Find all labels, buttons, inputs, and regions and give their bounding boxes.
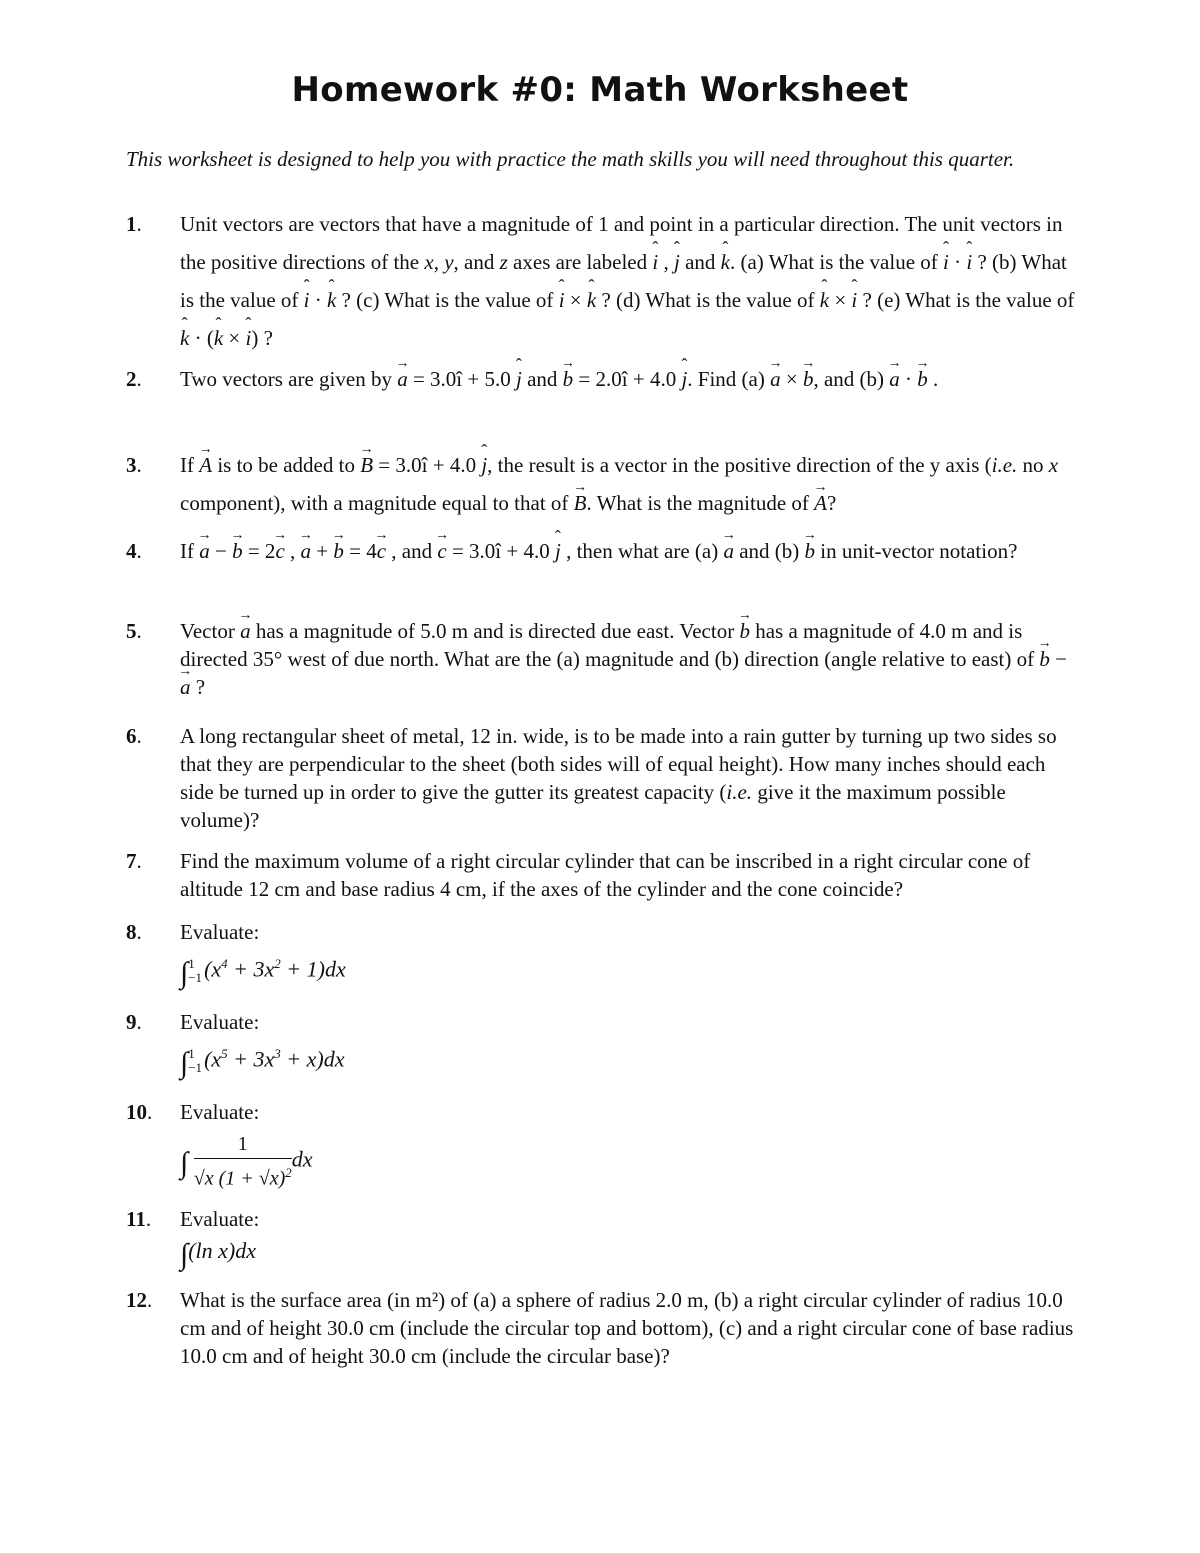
question-8: 8. Evaluate: ∫1 $-1(x^4 + 3x^2 + 1)dx$ (126, 920, 346, 990)
question-number: 7. (126, 849, 142, 873)
question-3: 3. If → A is to be added to → B = 3.0î + 4.0 ˆ j, the result is a vector in the positive direction of the y axis (i.e. no x component), with a magnitude equal to that of → B. What is the magnitude of → A? (126, 446, 1076, 522)
page-title: Homework #0: Math Worksheet (291, 70, 909, 110)
intro-text: This worksheet is designed to help you with practice the math skills you will need throughout this quarter. (126, 147, 1015, 171)
question-number: 5. (126, 619, 142, 643)
question-number: 4. (126, 539, 142, 563)
question-7: 7. Find the maximum volume of a right circular cylinder that can be inscribed in a right circular cone of altitude 12 cm and base radius 4 cm, if the axes of the cylinder and the cone coincide? (126, 849, 1031, 901)
question-number: 1. (126, 212, 142, 236)
question-6: 6. A long rectangular sheet of metal, 12 in. wide, is to be made into a rain gutter by turning up two sides so that they are perpendicular to the sheet (both sides will of equal height). How many inches should each side be turned up in order to give the gutter its greatest capacity (i.e. give it the maximum possible volume)? (126, 724, 1057, 832)
question-5: 5. Vector → a has a magnitude of 5.0 m and is directed due east. Vector → b has a magnitude of 4.0 m and is directed 35° west of due north. What are the (a) magnitude and (b) direction (angle relative to east) of → b − → a ? (126, 617, 1076, 701)
integral-formula: ∫(ln x)dx (180, 1238, 257, 1271)
question-number: 9. (126, 1010, 142, 1034)
question-number: 8. (126, 920, 142, 944)
question-number: 12. (126, 1288, 153, 1312)
question-number: 6. (126, 724, 142, 748)
integral-formula: ∫1 $-1(x^4 + 3x^2 + 1)dx$ (180, 956, 346, 990)
question-number: 3. (126, 453, 142, 477)
question-10: 10. Evaluate: ∫ $\frac{1}{√x (1 + √x)^2}$ dx (126, 1098, 1076, 1193)
question-12: 12. What is the surface area (in m²) of (a) a sphere of radius 2.0 m, (b) a right circular cylinder of radius 10.0 cm and of height 30.0 cm (include the circular top and bottom), (c) and a right circular cone of base radius 10.0 cm and of height 30.0 cm (include the circular base)? (126, 1288, 1074, 1368)
question-number: 11. (126, 1207, 152, 1231)
integral-formula: ∫ $\frac{1}{√x (1 + √x)^2}$ dx (180, 1130, 313, 1193)
question-9: 9. Evaluate: ∫1 $-1(x^5 + 3x^3 + x)dx$ (126, 1010, 345, 1080)
integral-formula: ∫1 $-1(x^5 + 3x^3 + x)dx$ (180, 1046, 345, 1080)
question-2: 2. Two vectors are given by → a = 3.0î + 5.0 ˆ j and → b = 2.0î + 4.0 ˆ j. Find (a) → a × → b, and (b) → a · → b . (126, 360, 1076, 398)
question-11: 11. Evaluate: ∫(ln x)dx (126, 1207, 260, 1271)
question-4: 4. If → a − → b = 2→ c , → a + → b = 4→ c , and → c = 3.0î + 4.0 ˆ j , then what are (a) → a and (b) → b in unit-vector notation? (126, 532, 1076, 570)
question-1: 1. Unit vectors are vectors that have a magnitude of 1 and point in a particular direction. The unit vectors in the positive directions of the x, y, and z axes are labeled ˆ i , ˆ j and ˆ k. (a) What is the value of ˆ i · ˆ i ? (b) What is the value of ˆ i · ˆ k ? (c) What is the value of ˆ i × ˆ k ? (d) What is the value of ˆ k × ˆ i ? (e) What is the value of ˆ k · (ˆ k × ˆ i) ? (126, 205, 1076, 357)
question-number: 10. (126, 1100, 153, 1124)
question-number: 2. (126, 367, 142, 391)
